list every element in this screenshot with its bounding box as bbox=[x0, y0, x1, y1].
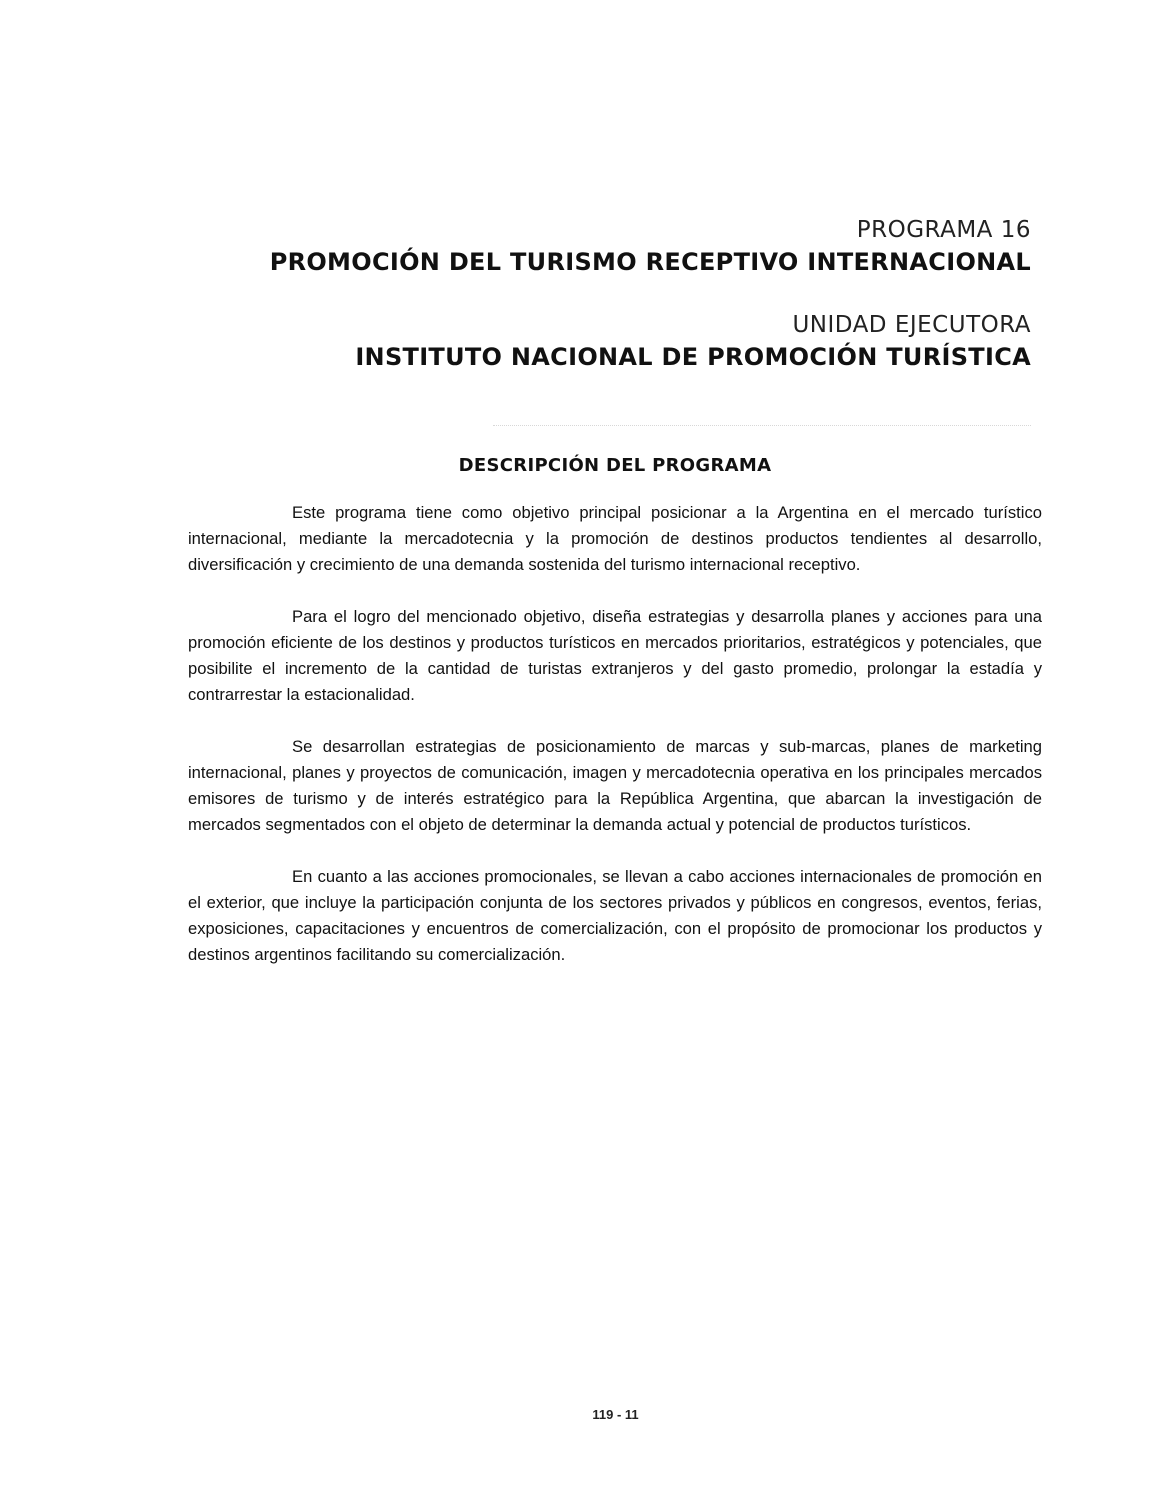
page-number: 119 - 11 bbox=[592, 1407, 639, 1422]
unit-header bbox=[355, 309, 1031, 373]
unit-name: INSTITUTO NACIONAL DE PROMOCIÓN TURÍSTICA bbox=[355, 343, 1031, 371]
program-name: PROMOCIÓN DEL TURISMO RECEPTIVO INTERNACIONAL bbox=[269, 248, 1031, 276]
program-header bbox=[270, 214, 1031, 278]
unit-label: UNIDAD EJECUTORA bbox=[792, 312, 1031, 338]
description-paragraph: Este programa tiene como objetivo principal posicionar a la Argentina en el mercado turístico internacional, mediante la mercadotecnia y la promoción de destinos productos tendientes al desarrollo, diversificación y crecimiento de una demanda sostenida del turismo internacional receptivo. bbox=[188, 503, 1042, 574]
section-title: DESCRIPCIÓN DEL PROGRAMA bbox=[458, 455, 772, 476]
description-paragraph: En cuanto a las acciones promocionales, se llevan a cabo acciones internacionales de promoción en el exterior, que incluye la participación conjunta de los sectores privados y públicos en congresos, eventos, ferias, exposiciones, capacitaciones y encuentros de comercialización, con el propósito de promocionar los productos y destinos argentinos facilitando su comercialización. bbox=[188, 867, 1042, 964]
description-paragraph: Para el logro del mencionado objetivo, diseña estrategias y desarrolla planes y acciones para una promoción eficiente de los destinos y productos turísticos en mercados prioritarios, estratégicos y potenciales, que posibilite el incremento de la cantidad de turistas extranjeros y del gasto promedio, prolongar la estadía y contrarrestar la estacionalidad. bbox=[188, 607, 1042, 704]
description-paragraph: Se desarrollan estrategias de posicionamiento de marcas y sub-marcas, planes de marketing internacional, planes y proyectos de comunicación, imagen y mercadotecnia operativa en los principales mercados emisores de turismo y de interés estratégico para la República Argentina, que abarcan la investigación de mercados segmentados con el objeto de determinar la demanda actual y potencial de productos turísticos. bbox=[188, 737, 1042, 834]
program-label: PROGRAMA 16 bbox=[856, 217, 1031, 243]
header-divider bbox=[493, 425, 1031, 426]
program-description bbox=[188, 500, 1042, 994]
